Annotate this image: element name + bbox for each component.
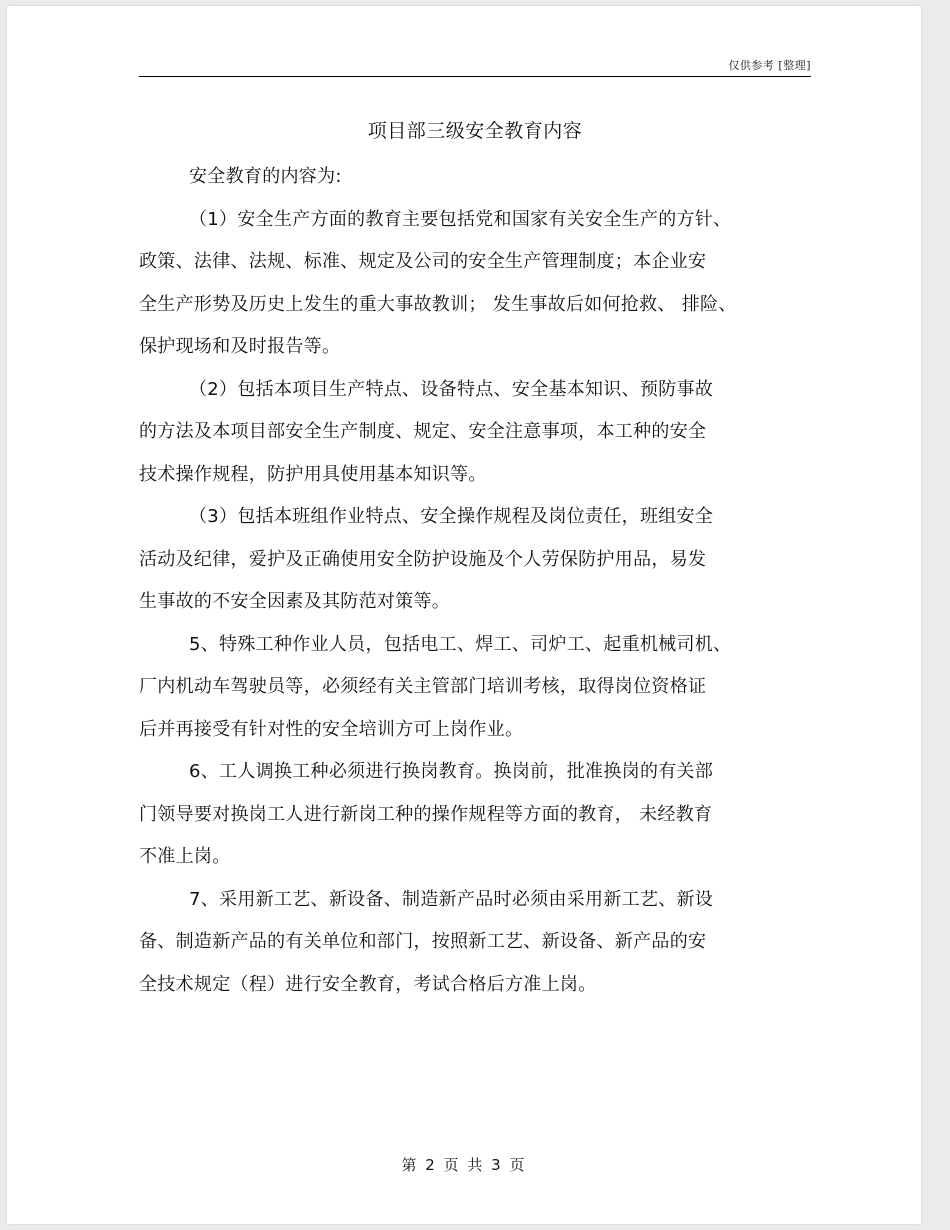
paragraph-line: 后并再接受有针对性的安全培训方可上岗作业。 [139, 718, 524, 740]
paragraph-line: 备、制造新产品的有关单位和部门，按照新工艺、新设备、新产品的安 [139, 931, 707, 952]
page-number: 第 2 页 共 3 页 [401, 1156, 527, 1174]
paragraph-line: 活动及纪律，爱护及正确使用安全防护设施及个人劳保防护用品，易发 [139, 548, 707, 570]
paragraph-line: 政策、法律、法规、标准、规定及公司的安全生产管理制度；本企业安 [139, 251, 707, 272]
paragraph-line: 厂内机动车驾驶员等，必须经有关主管部门培训考核，取得岗位资格证 [139, 676, 707, 697]
paragraph-line: 不准上岗。 [139, 846, 231, 867]
paragraph-line: 5、特殊工种作业人员，包括电工、焊工、司炉工、起重机械司机、 [189, 633, 732, 655]
paragraph-line: 全生产形势及历史上发生的重大事故教训； 发生事故后如何抢救、 排险、 [139, 293, 737, 315]
paragraph-line: 全技术规定（程）进行安全教育，考试合格后方准上岗。 [139, 973, 597, 995]
paragraph-line: （3）包括本班组作业特点、安全操作规程及岗位责任，班组安全 [189, 506, 714, 527]
header-note: 仅供参考 [整理] [728, 59, 811, 72]
document-title: 项目部三级安全教育内容 [367, 120, 583, 142]
paragraph-line: 的方法及本项目部安全生产制度、规定、安全注意事项，本工种的安全 [139, 421, 707, 442]
paragraph-line: （2）包括本项目生产特点、设备特点、安全基本知识、预防事故 [189, 378, 714, 400]
header-divider [139, 76, 811, 77]
paragraph-line: 生事故的不安全因素及其防范对策等。 [139, 591, 451, 612]
paragraph-line: 7、采用新工艺、新设备、制造新产品时必须由采用新工艺、新设 [189, 888, 714, 910]
paragraph-line: 门领导要对换岗工人进行新岗工种的操作规程等方面的教育， 未经教育 [139, 803, 713, 825]
intro-line: 安全教育的内容为: [189, 166, 342, 187]
paragraph-line: 保护现场和及时报告等。 [139, 336, 341, 357]
paragraph-line: 技术操作规程，防护用具使用基本知识等。 [139, 463, 487, 485]
document-body [139, 156, 811, 1006]
document-page [7, 6, 921, 1224]
paragraph-line: （1）安全生产方面的教育主要包括党和国家有关安全生产的方针、 [189, 208, 732, 230]
paragraph-line: 6、工人调换工种必须进行换岗教育。换岗前，批准换岗的有关部 [189, 761, 714, 782]
